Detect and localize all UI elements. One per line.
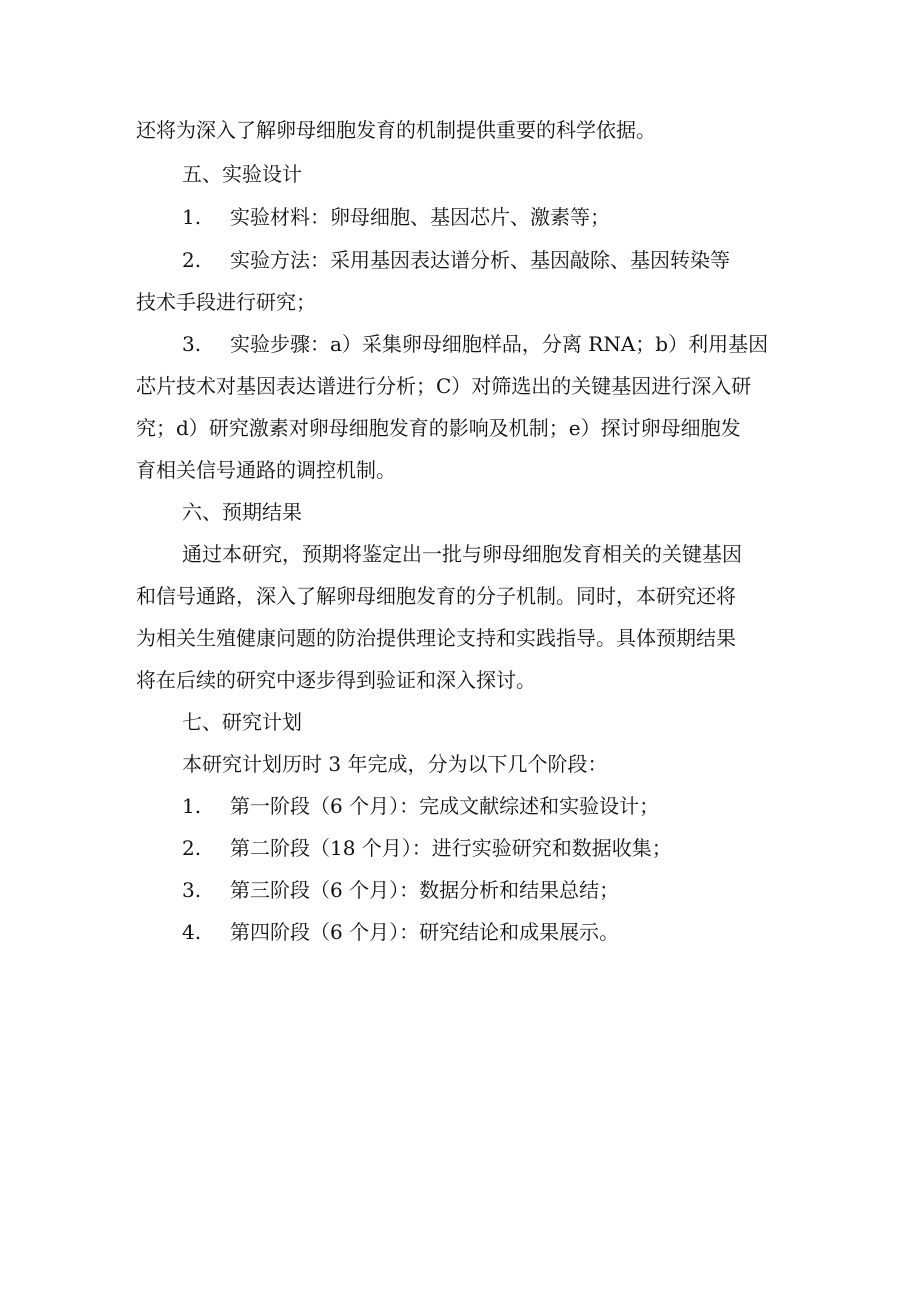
paragraph-text: 通过本研究，预期将鉴定出一批与卵母细胞发育相关的关键基因	[182, 542, 742, 566]
list-number: 1.	[182, 794, 202, 818]
list-item-text: 芯片技术对基因表达谱进行分析；C）对筛选出的关键基因进行深入研	[136, 374, 752, 398]
section-5-heading: 五、实验设计	[182, 162, 302, 186]
paragraph-text: 将在后续的研究中逐步得到验证和深入探讨。	[136, 668, 536, 692]
list-item-text: 技术手段进行研究；	[136, 290, 316, 314]
list-item-text: 第二阶段（18 个月）：进行实验研究和数据收集；	[230, 836, 672, 860]
list-number: 3.	[182, 878, 202, 902]
intro-continuation-text: 还将为深入了解卵母细胞发育的机制提供重要的科学依据。	[136, 118, 656, 142]
list-item-text: 实验材料：卵母细胞、基因芯片、激素等；	[230, 205, 610, 229]
list-number: 1.	[182, 205, 202, 229]
paragraph-text: 本研究计划历时 3 年完成，分为以下几个阶段：	[182, 752, 608, 776]
list-number: 3.	[182, 332, 202, 356]
list-item-text: 第一阶段（6 个月）：完成文献综述和实验设计；	[230, 794, 660, 818]
list-number: 2.	[182, 248, 202, 272]
list-item-text: 育相关信号通路的调控机制。	[136, 458, 396, 482]
list-item-text: 第三阶段（6 个月）：数据分析和结果总结；	[230, 878, 620, 902]
section-7-heading: 七、研究计划	[182, 710, 302, 734]
list-item-text: 第四阶段（6 个月）：研究结论和成果展示。	[230, 920, 620, 944]
paragraph-text: 和信号通路，深入了解卵母细胞发育的分子机制。同时，本研究还将	[136, 584, 736, 608]
list-item-text: 实验方法：采用基因表达谱分析、基因敲除、基因转染等	[230, 248, 730, 272]
list-number: 4.	[182, 920, 202, 944]
list-item-text: 究；d）研究激素对卵母细胞发育的影响及机制；e）探讨卵母细胞发	[136, 416, 741, 440]
section-6-heading: 六、预期结果	[182, 500, 302, 524]
list-item-text: 实验步骤：a）采集卵母细胞样品，分离 RNA；b）利用基因	[230, 332, 769, 356]
paragraph-text: 为相关生殖健康问题的防治提供理论支持和实践指导。具体预期结果	[136, 626, 736, 650]
list-number: 2.	[182, 836, 202, 860]
